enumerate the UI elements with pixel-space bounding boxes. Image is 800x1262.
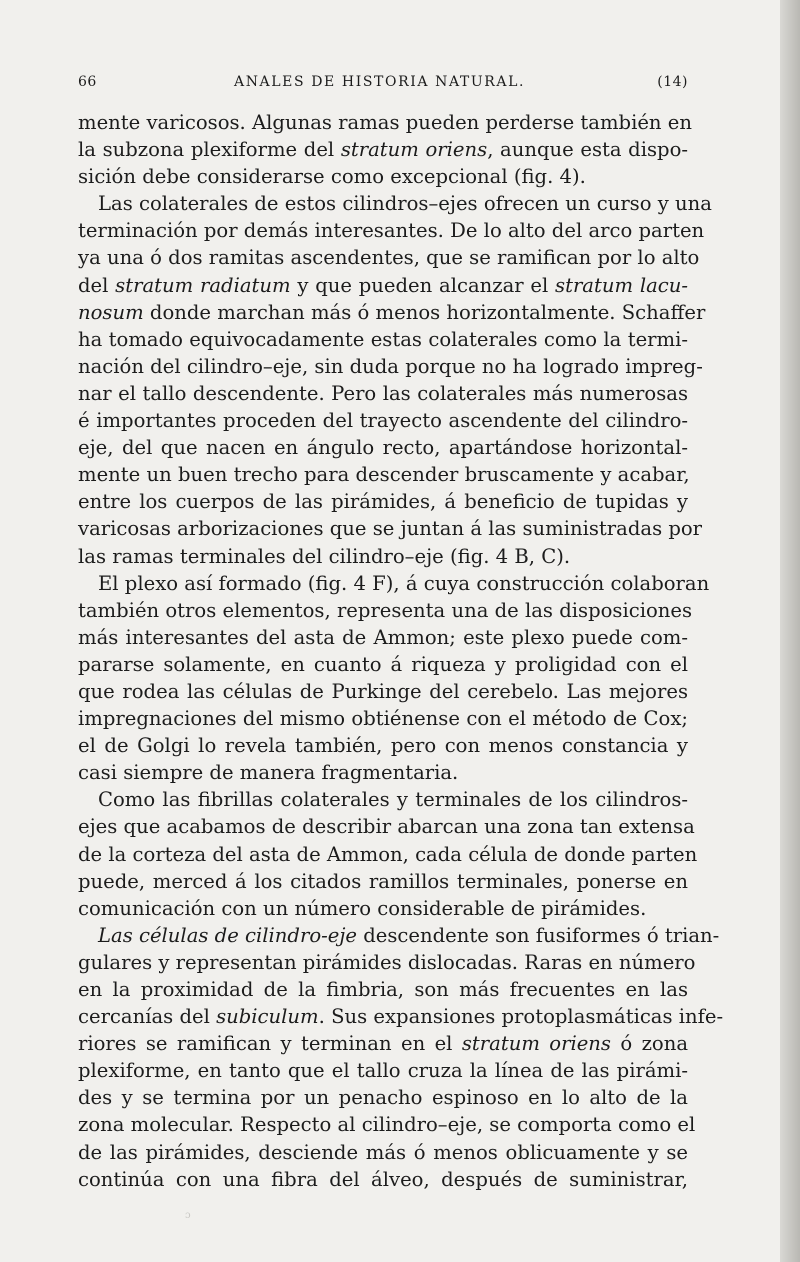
text-line: puede, merced á los citados ramillos terminales, ponerse en [78, 869, 688, 893]
text-line: comunicación con un número considerable de pirámides. [78, 896, 647, 920]
text-line: ha tomado equivocadamente estas colaterales como la termi- [78, 327, 688, 351]
text-line: mente varicosos. Algunas ramas pueden perderse también en [78, 111, 692, 134]
text-line: impregnaciones del mismo obtiénense con el método de Cox; [78, 707, 688, 731]
text-line: gulares y representan pirámides dislocadas. Raras en número [78, 950, 696, 974]
text-line: des y se termina por un penacho espinoso en lo alto de la [78, 1086, 688, 1110]
text-line: El plexo así formado (fig. 4 F), á cuya construcción colaboran [98, 571, 710, 595]
text-line: terminación por demás interesantes. De lo alto del arco parten [78, 219, 705, 243]
text-line: nosum donde marchan más ó menos horizontalmente. Schaffer [78, 300, 706, 324]
text-line: nación del cilindro–eje, sin duda porque no ha logrado impreg- [78, 354, 703, 378]
text-line: plexiforme, en tanto que el tallo cruza la línea de las pirámi- [78, 1059, 688, 1083]
text-line: zona molecular. Respecto al cilindro–eje, se comporta como el [78, 1113, 696, 1137]
text-line: entre los cuerpos de las pirámides, á beneficio de tupidas y [78, 490, 688, 514]
body-text [78, 109, 724, 1193]
text-line: de las pirámides, desciende más ó menos oblicuamente y se [78, 1140, 688, 1164]
text-line: Como las fibrillas colaterales y terminales de los cilindros- [98, 788, 688, 812]
text-line: cercanías del subiculum. Sus expansiones protoplasmáticas infe- [78, 1005, 724, 1029]
text-line: riores se ramifican y terminan en el stratum oriens ó zona [78, 1032, 689, 1056]
text-line: eje, del que nacen en ángulo recto, apartándose horizontal- [78, 436, 688, 460]
text-line: del stratum radiatum y que pueden alcanzar el stratum lacu- [78, 273, 688, 297]
text-line: mente un buen trecho para descender bruscamente y acabar, [78, 463, 690, 487]
text-line: Las células de cilindro-eje descendente son fusiformes ó trian- [98, 923, 720, 947]
section-number: (14) [657, 74, 688, 90]
text-line: el de Golgi lo revela también, pero con menos constancia y [78, 734, 688, 758]
text-line: varicosas arborizaciones que se juntan á las suministradas por [78, 517, 703, 541]
text-line: en la proximidad de la fimbria, son más frecuentes en las [78, 978, 688, 1001]
text-line: ya una ó dos ramitas ascendentes, que se ramifican por lo alto [78, 246, 700, 270]
text-line: nar el tallo descendente. Pero las colaterales más numerosas [78, 381, 688, 405]
page-number: 66 [78, 74, 97, 90]
text-line: continúa con una fibra del álveo, después de suministrar, [78, 1167, 688, 1191]
show-through-mark: ɔ [185, 1210, 193, 1221]
text-line: la subzona plexiforme del stratum oriens, aunque esta dispo- [78, 138, 688, 162]
text-line: sición debe considerarse como excepcional (fig. 4). [78, 165, 586, 189]
text-line: é importantes proceden del trayecto ascendente del cilindro- [78, 409, 688, 433]
text-line: las ramas terminales del cilindro–eje (fig. 4 B, C). [78, 544, 571, 568]
page-edge [780, 0, 800, 1262]
text-line: ejes que acabamos de describir abarcan una zona tan extensa [78, 815, 695, 839]
text-line: también otros elementos, representa una de las disposiciones [78, 598, 693, 622]
text-line: pararse solamente, en cuanto á riqueza y proligidad con el [78, 652, 688, 676]
running-header [78, 74, 688, 96]
text-line: que rodea las células de Purkinge del cerebelo. Las mejores [78, 679, 688, 703]
text-line: Las colaterales de estos cilindros–ejes ofrecen un curso y una [98, 192, 712, 216]
text-line: más interesantes del asta de Ammon; este plexo puede com- [78, 625, 688, 649]
text-line: casi siempre de manera fragmentaria. [78, 761, 459, 785]
journal-title: ANALES DE HISTORIA NATURAL. [234, 74, 526, 90]
text-line: de la corteza del asta de Ammon, cada célula de donde parten [78, 842, 698, 866]
